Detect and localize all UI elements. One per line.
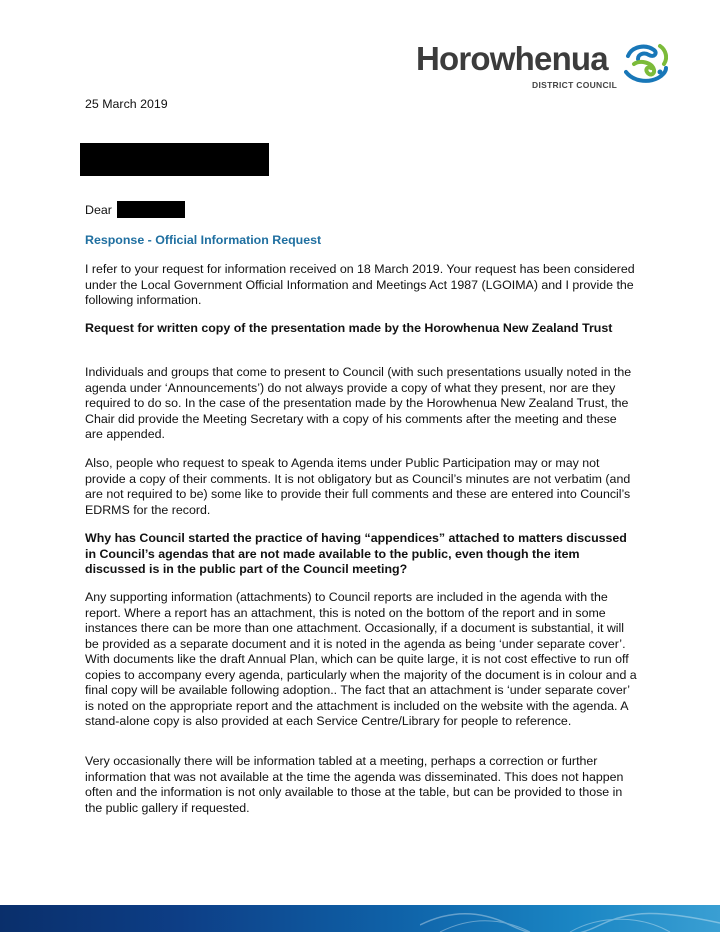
letter-subject: Response - Official Information Request [85,233,322,247]
logo-subtitle: DISTRICT COUNCIL [532,80,618,90]
logo-wordmark: Horowhenua [416,40,608,77]
answer-paragraph-3: Any supporting information (attachments) to Council reports are included in the agenda with the report. Where a report has an attachment, this is noted on the bottom of the report and in some instances there can be more than one attachment. Occasionally, if a document is substantial, it will be provided as a separate document and it is noted in the agenda as being ‘under separate cover’. With documents like the draft Annual Plan, which can be quite large, it is not cost effective to run off copies to accompany every agenda, particularly when the majority of the document is in colour and a final copy will be available following adoption.. The fact that an attachment is ‘under separate cover’ is noted on the appropriate report and the attachment is included on the website with the agenda. A stand-alone copy is also provided at each Service Centre/Library for people to reference. [85,590,637,729]
redacted-address [80,143,269,176]
intro-paragraph: I refer to your request for information received on 18 March 2019. Your request has been considered under the Local Government Official Information and Meetings Act 1987 (LGOIMA) and I provide the following information. [85,262,635,308]
question-heading-1: Request for written copy of the presentation made by the Horowhenua New Zealand Trust [85,321,613,335]
question-heading-2: Why has Council started the practice of having “appendices” attached to matters discussed in Council’s agendas that are not made available to the public, even though the item discussed is in the public part of the Council meeting? [85,531,627,577]
koru-logo-icon [624,42,668,84]
answer-paragraph-2: Also, people who request to speak to Agenda items under Public Participation may or may not provide a copy of their comments. It is not obligatory but as Council’s minutes are not verbatim (and are not required to be) some like to provide their full comments and these are entered into Council’s EDRMS for the record. [85,456,631,517]
redacted-name [117,201,185,218]
council-logo [416,42,668,94]
salutation: Dear [85,203,112,217]
footer-pattern-icon [420,905,720,932]
letter-date: 25 March 2019 [85,97,168,111]
answer-paragraph-4: Very occasionally there will be information tabled at a meeting, perhaps a correction or further information that was not available at the time the agenda was disseminated. This does not happen often and the information is not only available to those at the table, but can be provided to those in the public gallery if requested. [85,754,624,815]
answer-paragraph-1: Individuals and groups that come to present to Council (with such presentations usually noted in the agenda under ‘Announcements’) do not always provide a copy of what they present, nor are they required to do so. In the case of the presentation made by the Horowhenua New Zealand Trust, the Chair did provide the Meeting Secretary with a copy of his comments after the meeting and these are appended. [85,365,632,442]
